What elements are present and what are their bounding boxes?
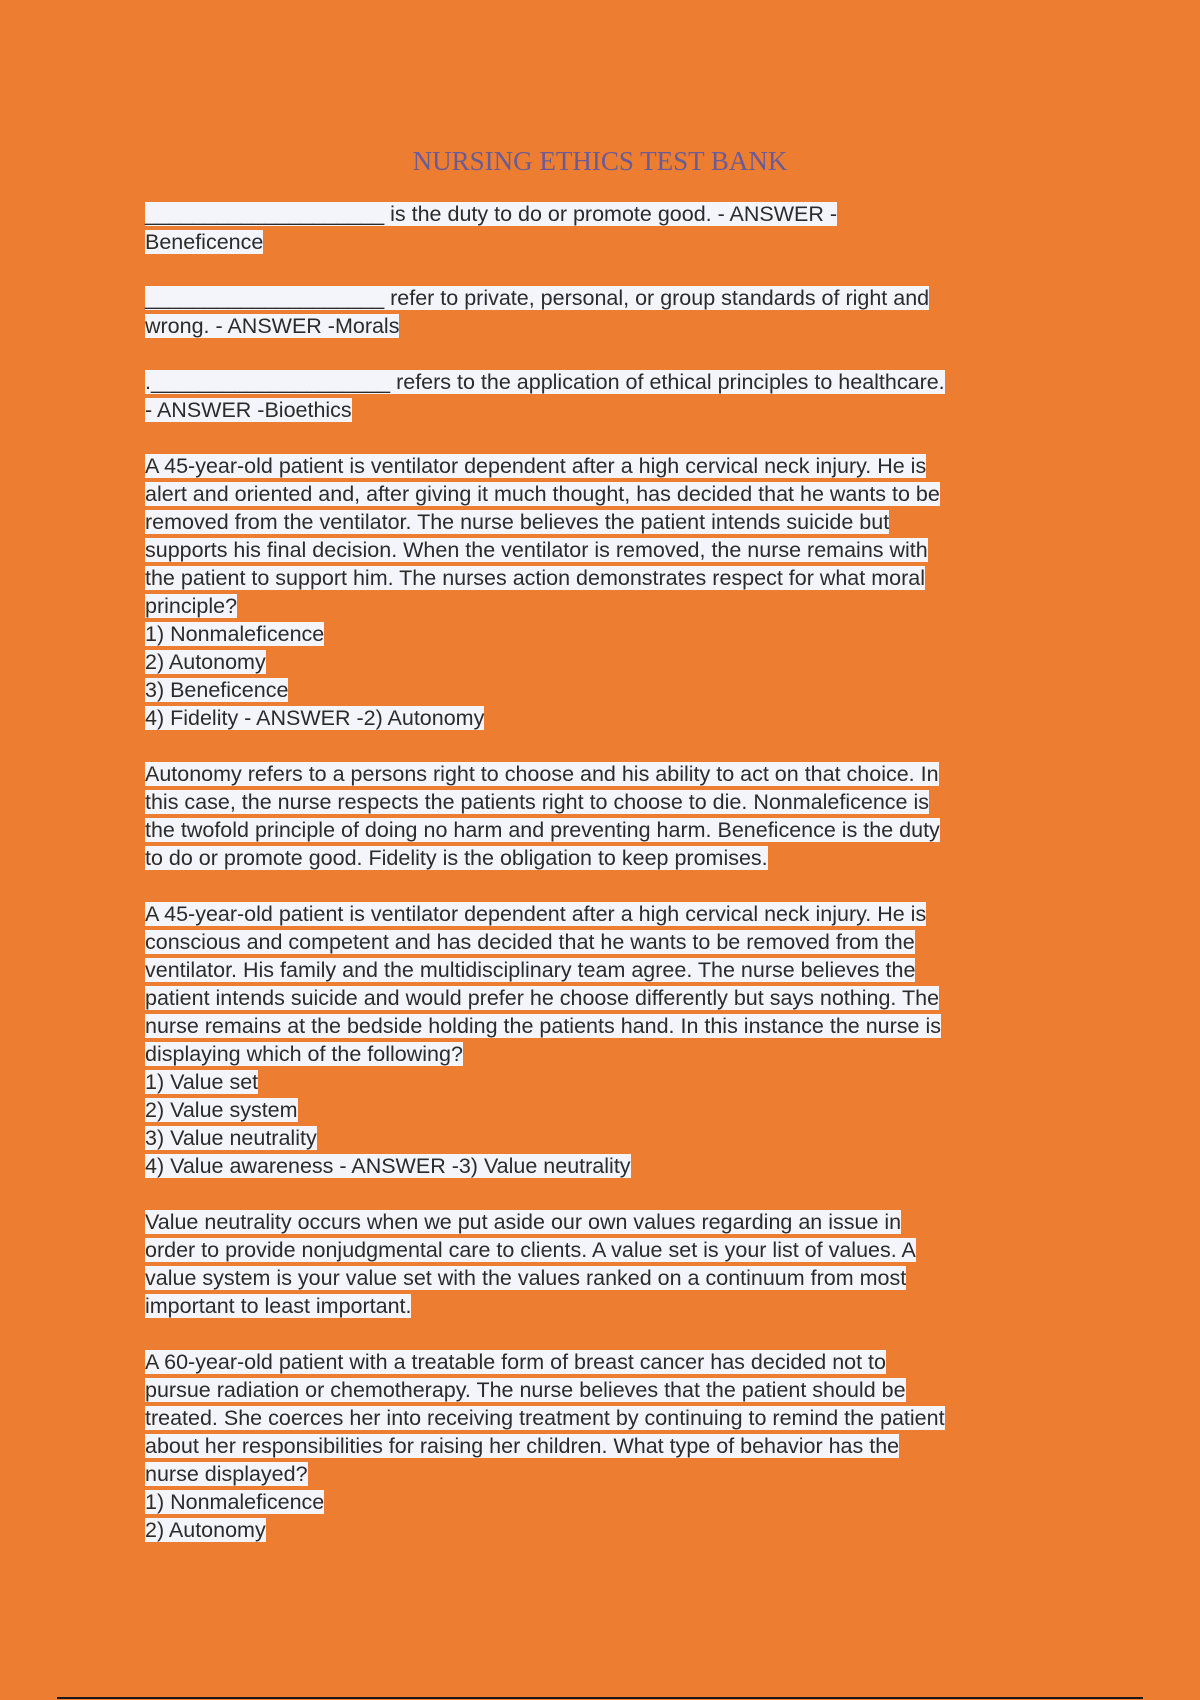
highlighted-text: alert and oriented and, after giving it much thought, has decided that he wants to be bbox=[145, 482, 940, 506]
text-line bbox=[145, 844, 1045, 872]
text-line bbox=[145, 1012, 1045, 1040]
document-title: NURSING ETHICS TEST BANK bbox=[412, 146, 788, 176]
question-paragraph bbox=[145, 284, 1045, 340]
highlighted-text: removed from the ventilator. The nurse believes the patient intends suicide but bbox=[145, 510, 890, 534]
highlighted-text: 1) Nonmaleficence bbox=[145, 622, 325, 646]
highlighted-text: supports his final decision. When the ventilator is removed, the nurse remains with bbox=[145, 538, 928, 562]
text-line bbox=[145, 1404, 1045, 1432]
highlighted-text: Value neutrality occurs when we put aside our own values regarding an issue in bbox=[145, 1210, 902, 1234]
highlighted-text: ventilator. His family and the multidisciplinary team agree. The nurse believes the bbox=[145, 958, 916, 982]
highlighted-text: 4) Fidelity - ANSWER -2) Autonomy bbox=[145, 706, 485, 730]
highlighted-text: 3) Beneficence bbox=[145, 678, 289, 702]
text-line bbox=[145, 676, 1045, 704]
highlighted-text: the twofold principle of doing no harm and preventing harm. Beneficence is the duty bbox=[145, 818, 940, 842]
document-body bbox=[145, 200, 1045, 1572]
text-line bbox=[145, 704, 1045, 732]
highlighted-text: Autonomy refers to a persons right to choose and his ability to act on that choice. In bbox=[145, 762, 939, 786]
text-line bbox=[145, 1376, 1045, 1404]
text-line bbox=[145, 1348, 1045, 1376]
highlighted-text: nurse remains at the bedside holding the patients hand. In this instance the nurse is bbox=[145, 1014, 942, 1038]
highlighted-text: 4) Value awareness - ANSWER -3) Value neutrality bbox=[145, 1154, 631, 1178]
highlighted-text: treated. She coerces her into receiving treatment by continuing to remind the patient bbox=[145, 1406, 945, 1430]
text-line bbox=[145, 1068, 1045, 1096]
highlighted-text: patient intends suicide and would prefer he choose differently but says nothing. The bbox=[145, 986, 940, 1010]
text-line bbox=[145, 452, 1045, 480]
highlighted-text: important to least important. bbox=[145, 1294, 412, 1318]
text-line bbox=[145, 228, 1045, 256]
highlighted-text: wrong. - ANSWER -Morals bbox=[145, 314, 400, 338]
question-paragraph bbox=[145, 452, 1045, 732]
highlighted-text: ____________________ refer to private, personal, or group standards of right and bbox=[145, 286, 930, 310]
highlighted-text: 2) Autonomy bbox=[145, 650, 266, 674]
text-line bbox=[145, 1292, 1045, 1320]
highlighted-text: Beneficence bbox=[145, 230, 264, 254]
text-line bbox=[145, 956, 1045, 984]
highlighted-text: about her responsibilities for raising her children. What type of behavior has the bbox=[145, 1434, 900, 1458]
highlighted-text: value system is your value set with the values ranked on a continuum from most bbox=[145, 1266, 907, 1290]
question-paragraph bbox=[145, 1208, 1045, 1320]
text-line bbox=[145, 508, 1045, 536]
text-line bbox=[145, 200, 1045, 228]
highlighted-text: nurse displayed? bbox=[145, 1462, 308, 1486]
text-line bbox=[145, 900, 1045, 928]
highlighted-text: 3) Value neutrality bbox=[145, 1126, 317, 1150]
text-line bbox=[145, 1432, 1045, 1460]
footer-divider bbox=[57, 1697, 1143, 1699]
highlighted-text: - ANSWER -Bioethics bbox=[145, 398, 352, 422]
text-line bbox=[145, 620, 1045, 648]
text-line bbox=[145, 760, 1045, 788]
text-line bbox=[145, 480, 1045, 508]
highlighted-text: 2) Autonomy bbox=[145, 1518, 266, 1542]
text-line bbox=[145, 1152, 1045, 1180]
text-line bbox=[145, 1208, 1045, 1236]
text-line bbox=[145, 816, 1045, 844]
text-line bbox=[145, 984, 1045, 1012]
text-line bbox=[145, 396, 1045, 424]
highlighted-text: to do or promote good. Fidelity is the obligation to keep promises. bbox=[145, 846, 768, 870]
question-paragraph bbox=[145, 760, 1045, 872]
highlighted-text: A 60-year-old patient with a treatable form of breast cancer has decided not to bbox=[145, 1350, 886, 1374]
text-line bbox=[145, 312, 1045, 340]
text-line bbox=[145, 1040, 1045, 1068]
highlighted-text: principle? bbox=[145, 594, 238, 618]
text-line bbox=[145, 1460, 1045, 1488]
text-line bbox=[145, 564, 1045, 592]
text-line bbox=[145, 788, 1045, 816]
text-line bbox=[145, 592, 1045, 620]
text-line bbox=[145, 1516, 1045, 1544]
highlighted-text: A 45-year-old patient is ventilator dependent after a high cervical neck injury. He is bbox=[145, 902, 927, 926]
highlighted-text: the patient to support him. The nurses action demonstrates respect for what moral bbox=[145, 566, 925, 590]
text-line bbox=[145, 1096, 1045, 1124]
highlighted-text: conscious and competent and has decided that he wants to be removed from the bbox=[145, 930, 915, 954]
text-line bbox=[145, 1264, 1045, 1292]
text-line bbox=[145, 1488, 1045, 1516]
question-paragraph bbox=[145, 1348, 1045, 1544]
text-line bbox=[145, 928, 1045, 956]
text-line bbox=[145, 536, 1045, 564]
text-line bbox=[145, 1124, 1045, 1152]
text-line bbox=[145, 284, 1045, 312]
highlighted-text: this case, the nurse respects the patients right to choose to die. Nonmaleficence is bbox=[145, 790, 929, 814]
highlighted-text: A 45-year-old patient is ventilator dependent after a high cervical neck injury. He is bbox=[145, 454, 927, 478]
text-line bbox=[145, 648, 1045, 676]
highlighted-text: .____________________ refers to the application of ethical principles to healthcare. bbox=[145, 370, 945, 394]
highlighted-text: pursue radiation or chemotherapy. The nurse believes that the patient should be bbox=[145, 1378, 906, 1402]
highlighted-text: 2) Value system bbox=[145, 1098, 298, 1122]
highlighted-text: order to provide nonjudgmental care to clients. A value set is your list of values. A bbox=[145, 1238, 916, 1262]
text-line bbox=[145, 368, 1045, 396]
question-paragraph bbox=[145, 900, 1045, 1180]
highlighted-text: ____________________ is the duty to do or promote good. - ANSWER - bbox=[145, 202, 838, 226]
highlighted-text: 1) Value set bbox=[145, 1070, 259, 1094]
question-paragraph bbox=[145, 200, 1045, 256]
text-line bbox=[145, 1236, 1045, 1264]
highlighted-text: displaying which of the following? bbox=[145, 1042, 463, 1066]
question-paragraph bbox=[145, 368, 1045, 424]
highlighted-text: 1) Nonmaleficence bbox=[145, 1490, 325, 1514]
